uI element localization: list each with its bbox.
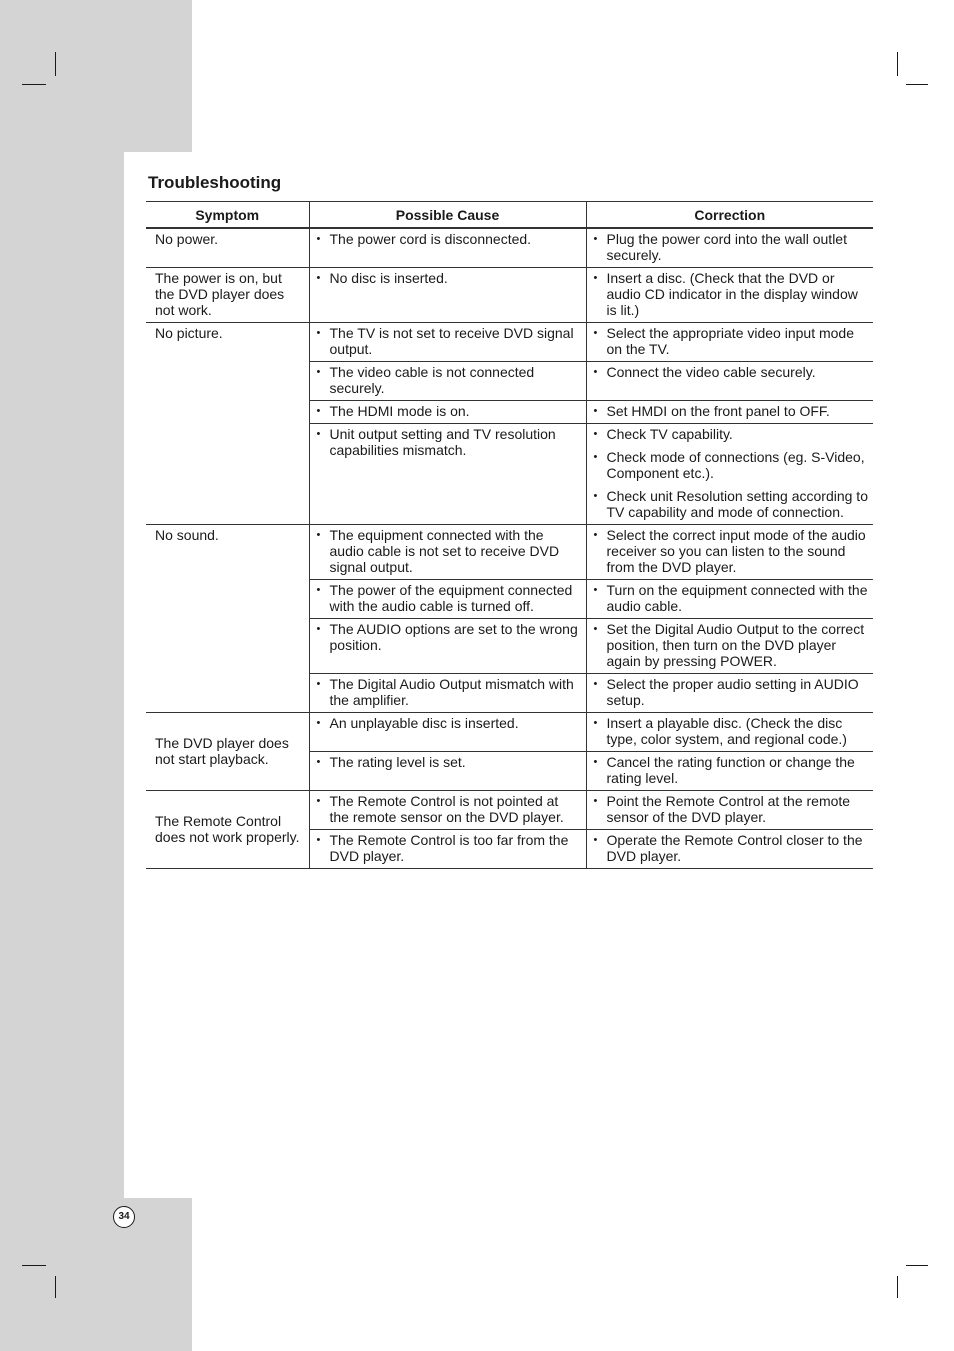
- correction-item: • Operate the Remote Control closer to the DVD player.: [587, 832, 874, 864]
- symptom-cell: No power.: [146, 228, 309, 268]
- symptom-cell: No sound.: [146, 525, 309, 713]
- correction-item: • Select the appropriate video input mode on the TV.: [587, 325, 874, 357]
- correction-item: • Connect the video cable securely.: [587, 364, 874, 380]
- table-row: [146, 525, 873, 580]
- crop-mark: [55, 1276, 56, 1298]
- correction-cell: [586, 713, 873, 752]
- correction-item: • Set HMDI on the front panel to OFF.: [587, 403, 874, 419]
- crop-mark: [906, 84, 928, 85]
- correction-cell: [586, 362, 873, 401]
- symptom-cell: No picture.: [146, 323, 309, 525]
- cause-cell: [309, 228, 586, 268]
- correction-item: • Set the Digital Audio Output to the correct position, then turn on the DVD player again by pressing POWER.: [587, 621, 874, 669]
- crop-mark: [906, 1265, 928, 1266]
- page-margin-top: [0, 0, 192, 152]
- cause-cell: [309, 830, 586, 869]
- cause-cell: [309, 713, 586, 752]
- correction-cell: [586, 830, 873, 869]
- crop-mark: [22, 1265, 46, 1266]
- correction-cell: [586, 674, 873, 713]
- correction-cell: [586, 424, 873, 525]
- cause-cell: [309, 525, 586, 580]
- cause-item: • The Digital Audio Output mismatch with the amplifier.: [310, 676, 586, 708]
- cause-item: • The HDMI mode is on.: [310, 403, 586, 419]
- correction-cell: [586, 619, 873, 674]
- cause-cell: [309, 580, 586, 619]
- table-header-row: [146, 202, 873, 229]
- correction-item: • Select the proper audio setting in AUDIO setup.: [587, 676, 874, 708]
- cause-cell: [309, 268, 586, 323]
- cause-cell: [309, 401, 586, 424]
- cause-item: • The Remote Control is too far from the DVD player.: [310, 832, 586, 864]
- correction-item: • Check unit Resolution setting according to TV capability and mode of connection.: [587, 488, 874, 520]
- cause-cell: [309, 674, 586, 713]
- correction-cell: [586, 580, 873, 619]
- cause-item: • The TV is not set to receive DVD signal output.: [310, 325, 586, 357]
- correction-item: • Check mode of connections (eg. S-Video, Component etc.).: [587, 449, 874, 481]
- cause-cell: [309, 752, 586, 791]
- correction-item: • Point the Remote Control at the remote sensor of the DVD player.: [587, 793, 874, 825]
- cause-cell: [309, 424, 586, 525]
- symptom-cell: The power is on, but the DVD player does not work.: [146, 268, 309, 323]
- correction-item: • Turn on the equipment connected with the audio cable.: [587, 582, 874, 614]
- crop-mark: [897, 1276, 898, 1298]
- page-title: Troubleshooting: [148, 173, 282, 192]
- crop-mark: [22, 84, 46, 85]
- cause-cell: [309, 791, 586, 830]
- correction-cell: [586, 401, 873, 424]
- cause-item: • The power of the equipment connected with the audio cable is turned off.: [310, 582, 586, 614]
- correction-item: • Select the correct input mode of the audio receiver so you can listen to the sound from the DVD player.: [587, 527, 874, 575]
- correction-item: • Check TV capability.: [587, 426, 874, 442]
- cause-item: • The equipment connected with the audio cable is not set to receive DVD signal output.: [310, 527, 586, 575]
- cause-item: • The video cable is not connected securely.: [310, 364, 586, 396]
- correction-item: • Insert a disc. (Check that the DVD or audio CD indicator in the display window is lit.): [587, 270, 874, 318]
- troubleshooting-table: [146, 201, 873, 869]
- table-row: [146, 228, 873, 268]
- symptom-cell: The DVD player does not start playback.: [146, 713, 309, 791]
- cause-cell: [309, 619, 586, 674]
- page-number: 34: [113, 1206, 135, 1228]
- correction-cell: [586, 228, 873, 268]
- correction-cell: [586, 752, 873, 791]
- crop-mark: [55, 52, 56, 76]
- cause-cell: [309, 362, 586, 401]
- table-row: [146, 268, 873, 323]
- cause-item: • The power cord is disconnected.: [310, 231, 586, 247]
- table-row: [146, 791, 873, 830]
- correction-cell: [586, 268, 873, 323]
- header-correction: Correction: [586, 202, 873, 229]
- header-symptom: Symptom: [146, 202, 309, 229]
- cause-item: • No disc is inserted.: [310, 270, 586, 286]
- page-margin-bottom: [0, 1198, 192, 1351]
- cause-item: • The rating level is set.: [310, 754, 586, 770]
- correction-item: • Insert a playable disc. (Check the disc type, color system, and regional code.): [587, 715, 874, 747]
- correction-cell: [586, 525, 873, 580]
- cause-cell: [309, 323, 586, 362]
- crop-mark: [897, 52, 898, 76]
- cause-item: • The AUDIO options are set to the wrong position.: [310, 621, 586, 653]
- header-possible-cause: Possible Cause: [309, 202, 586, 229]
- correction-cell: [586, 323, 873, 362]
- symptom-cell: The Remote Control does not work properly.: [146, 791, 309, 869]
- correction-item: • Cancel the rating function or change the rating level.: [587, 754, 874, 786]
- table-row: [146, 323, 873, 362]
- cause-item: • Unit output setting and TV resolution capabilities mismatch.: [310, 426, 586, 458]
- correction-item: • Plug the power cord into the wall outlet securely.: [587, 231, 874, 263]
- correction-cell: [586, 791, 873, 830]
- page-margin-left: [0, 152, 124, 1198]
- cause-item: • An unplayable disc is inserted.: [310, 715, 586, 731]
- table-row: [146, 713, 873, 752]
- cause-item: • The Remote Control is not pointed at the remote sensor on the DVD player.: [310, 793, 586, 825]
